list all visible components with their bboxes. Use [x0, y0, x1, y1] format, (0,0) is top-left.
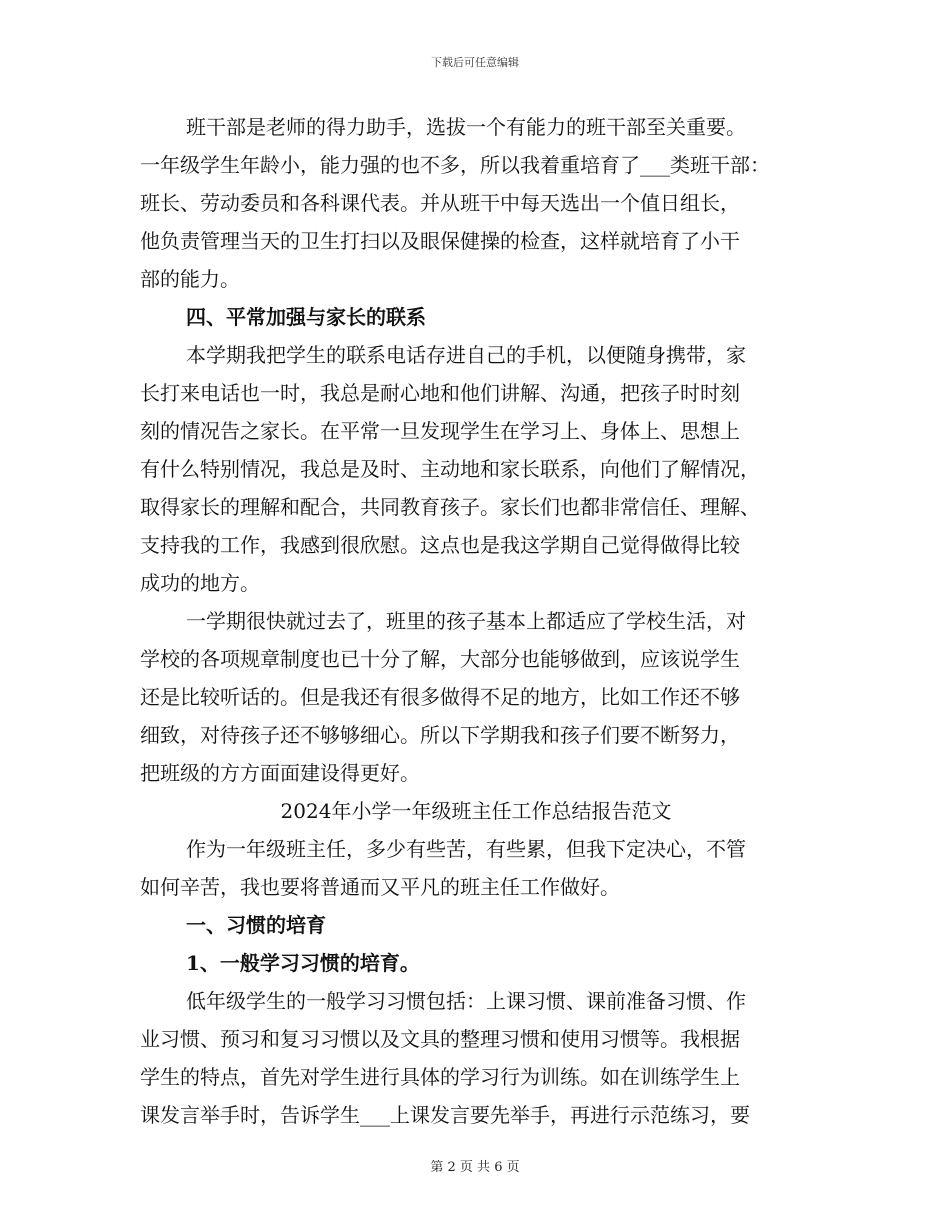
paragraph-line: 班干部是老师的得力助手，选拔一个有能力的班干部至关重要。: [186, 115, 746, 139]
paragraph-line: 一学期很快就过去了，班里的孩子基本上都适应了学校生活，对: [186, 609, 746, 633]
subsection-heading: 1、一般学习习惯的培育。: [186, 951, 420, 975]
section-heading: 一、习惯的培育: [186, 913, 326, 937]
paragraph-line: 取得家长的理解和配合，共同教育孩子。家长们也都非常信任、理解、: [140, 495, 760, 519]
paragraph-line: 课发言举手时，告诉学生___上课发言要先举手，再进行示范练习，要: [140, 1103, 750, 1127]
document-title: 2024年小学一年级班主任工作总结报告范文: [280, 799, 672, 823]
paragraph-line: 一年级学生年龄小，能力强的也不多，所以我着重培育了___类班干部：: [140, 153, 770, 177]
paragraph-line: 学生的特点，首先对学生进行具体的学习行为训练。如在训练学生上: [140, 1065, 740, 1089]
paragraph-line: 学校的各项规章制度也已十分了解，大部分也能够做到，应该说学生: [140, 647, 740, 671]
paragraph-line: 刻的情况告之家长。在平常一旦发现学生在学习上、身体上、思想上: [140, 419, 740, 443]
paragraph-line: 有什么特别情况，我总是及时、主动地和家长联系，向他们了解情况，: [140, 457, 760, 481]
section-heading: 四、平常加强与家长的联系: [186, 305, 426, 329]
paragraph-line: 本学期我把学生的联系电话存进自己的手机，以便随身携带，家: [186, 343, 746, 367]
paragraph-line: 他负责管理当天的卫生打扫以及眼保健操的检查，这样就培育了小干: [140, 229, 740, 253]
paragraph-line: 细致，对待孩子还不够够细心。所以下学期我和孩子们要不断努力，: [140, 723, 740, 747]
document-body: [140, 108, 812, 1134]
paragraph-line: 支持我的工作，我感到很欣慰。这点也是我这学期自己觉得做得比较: [140, 533, 740, 557]
paragraph-line: 班长、劳动委员和各科课代表。并从班干中每天选出一个值日组长，: [140, 191, 740, 215]
paragraph-line: 低年级学生的一般学习习惯包括：上课习惯、课前准备习惯、作: [186, 989, 746, 1013]
paragraph-line: 还是比较听话的。但是我还有很多做得不足的地方，比如工作还不够: [140, 685, 740, 709]
page-number: 第 2 页 共 6 页: [430, 1160, 520, 1175]
paragraph-line: 如何辛苦，我也要将普通而又平凡的班主任工作做好。: [140, 875, 620, 899]
paragraph-line: 业习惯、预习和复习习惯以及文具的整理习惯和使用习惯等。我根据: [140, 1027, 740, 1051]
paragraph-line: 成功的地方。: [140, 571, 260, 595]
paragraph-line: 部的能力。: [140, 267, 240, 291]
paragraph-line: 把班级的方方面面建设得更好。: [140, 761, 420, 785]
paragraph-line: 作为一年级班主任，多少有些苦，有些累，但我下定决心，不管: [186, 837, 746, 861]
paragraph-line: 长打来电话也一时，我总是耐心地和他们讲解、沟通，把孩子时时刻: [140, 381, 740, 405]
header-note: 下载后可任意编辑: [431, 56, 519, 69]
